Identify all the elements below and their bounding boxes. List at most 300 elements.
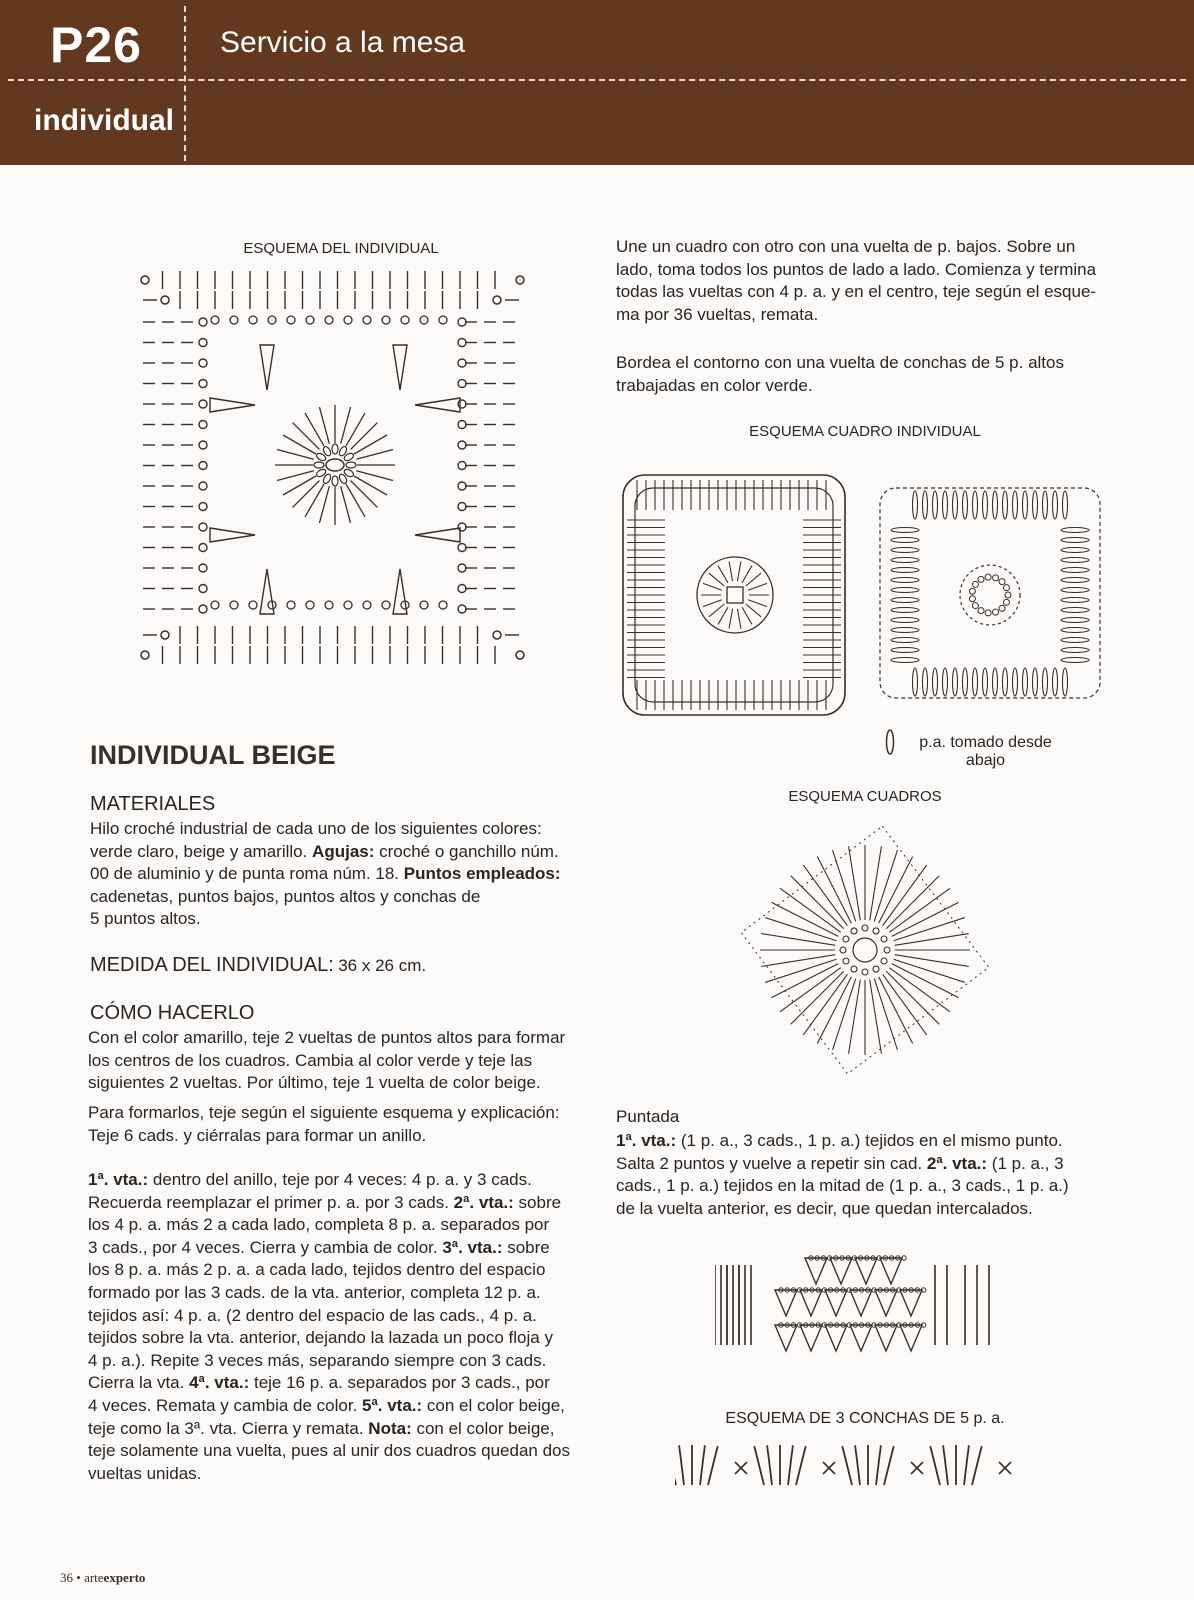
header-dashed-divider: [184, 6, 186, 161]
main-title: INDIVIDUAL BEIGE: [90, 740, 336, 770]
stitch-bar: [796, 1446, 806, 1485]
chain-circle: [344, 316, 352, 324]
shell-mark: [855, 1258, 877, 1284]
stitch-ray: [305, 413, 324, 446]
pa-stitch: [1053, 491, 1058, 519]
chain-circle: [287, 316, 295, 324]
materiales-line: Hilo croché industrial de cada uno de los siguientes colores:: [90, 819, 542, 838]
chain-circle: [141, 651, 149, 659]
stitch-ray: [293, 423, 320, 450]
triangle-mark: [210, 398, 255, 412]
chain-circle: [881, 936, 887, 942]
como-paragraph-1: [88, 1027, 588, 1095]
materiales-line: cadenetas, puntos bajos, puntos altos y conchas de: [90, 886, 481, 906]
caption-esquema-cuadro: ESQUEMA CUADRO INDIVIDUAL: [749, 423, 981, 440]
chain-circle: [881, 958, 887, 964]
pa-stitch: [891, 578, 919, 583]
chain-circle: [840, 947, 846, 953]
stitch-bar: [855, 1445, 860, 1485]
triangle-mark: [393, 569, 407, 614]
stitch-bar: [700, 1445, 705, 1485]
como-paragraph-2: [88, 1102, 588, 1147]
text-line: teje como la 3ª. vta. Cierra y remata. Nota: con el color beige,: [88, 1418, 555, 1438]
page-number: 36: [60, 1570, 73, 1585]
stitch-ray: [746, 604, 761, 617]
center-square: [727, 587, 743, 603]
chain-circle: [363, 316, 371, 324]
text-line: 4 p. a.). Repite 3 veces más, separando siempre con 3 cads.: [88, 1350, 547, 1370]
text-line: de la vuelta anterior, es decir, que quedan intercalados.: [616, 1198, 1033, 1218]
pa-stitch: [891, 568, 919, 573]
stitch-ray: [356, 449, 393, 459]
stitch-bar: [876, 1445, 881, 1485]
triangle-mark: [415, 528, 460, 542]
pa-stitch: [923, 491, 928, 519]
shell-mark: [775, 1325, 797, 1351]
chain-circle: [199, 544, 207, 552]
section-title: Servicio a la mesa: [220, 26, 466, 59]
pa-stitch: [983, 668, 988, 696]
pa-stitch: [1061, 628, 1089, 633]
text-line: vueltas unidas.: [88, 1463, 202, 1483]
chain-circle: [458, 380, 466, 388]
pa-stitch: [1023, 668, 1028, 696]
chain-circle: [199, 441, 207, 449]
petal: [332, 444, 338, 454]
chain-circle: [851, 928, 857, 934]
chain-circle: [999, 579, 1005, 585]
pa-stitch: [1061, 608, 1089, 613]
stitch-ray: [892, 902, 959, 936]
triangle-mark: [393, 345, 407, 390]
stitch-bar: [788, 1445, 793, 1485]
stitch-bar: [842, 1446, 852, 1485]
stitch-ray: [277, 449, 314, 459]
stitch-ray: [870, 980, 882, 1054]
chain-circle: [1003, 585, 1009, 591]
text-line: tejidos así: 4 p. a. (2 dentro del espacio de las cads., 4 p. a.: [88, 1305, 537, 1325]
pa-stitch: [1061, 588, 1089, 593]
stitch-bar: [972, 1446, 982, 1485]
pa-stitch: [923, 668, 928, 696]
pa-stitch: [891, 648, 919, 653]
text-line: todas las vueltas con 4 p. a. y en el centro, teje según el esque-: [616, 282, 1097, 302]
stitch-bar: [675, 1446, 676, 1485]
pa-stitch: [1023, 491, 1028, 519]
chain-circle: [458, 441, 466, 449]
chain-circle: [161, 631, 169, 639]
individual-chart-diagram: [135, 270, 545, 680]
chain-circle: [978, 576, 984, 582]
stitch-ray: [895, 955, 969, 967]
pa-stitch: [993, 668, 998, 696]
square-chart-right: [875, 470, 1120, 720]
stitch-ray: [351, 423, 378, 450]
text-line: 1ª. vta.: (1 p. a., 3 cads., 1 p. a.) tejidos en el mismo punto.: [616, 1131, 1063, 1150]
shell-mark: [875, 1325, 897, 1351]
pa-stitch: [1061, 648, 1089, 653]
stitch-ray: [849, 980, 861, 1054]
stitch-ray: [761, 934, 835, 946]
text-line: 1ª. vta.: dentro del anillo, teje por 4 veces: 4 p. a. y 3 cads.: [88, 1170, 532, 1189]
chain-circle: [230, 316, 238, 324]
chain-circle: [439, 316, 447, 324]
chain-circle: [969, 596, 975, 602]
square-chart-left: [615, 470, 855, 730]
chain-circle: [493, 296, 501, 304]
chain-circle: [843, 936, 849, 942]
stitch-bar: [708, 1446, 718, 1485]
shell-mark: [800, 1325, 822, 1351]
caption-esquema-cuadros: ESQUEMA CUADROS: [788, 788, 942, 805]
pa-stitch: [1063, 668, 1068, 696]
pa-stitch: [953, 491, 958, 519]
pa-stitch: [963, 668, 968, 696]
chain-circle: [141, 276, 149, 284]
chain-circle: [199, 421, 207, 429]
header-band: [0, 0, 1194, 165]
chain-circle: [249, 316, 257, 324]
stitch-ray: [283, 435, 316, 454]
chain-circle: [382, 316, 390, 324]
chain-circle: [458, 421, 466, 429]
chain-circle: [493, 631, 501, 639]
stitch-ray: [817, 977, 851, 1044]
stitch-bar: [767, 1445, 772, 1485]
stitch-ray: [849, 846, 861, 920]
caption-esquema-conchas: ESQUEMA DE 3 CONCHAS DE 5 p. a.: [725, 1410, 1005, 1427]
pa-stitch: [1013, 491, 1018, 519]
brand-experto: experto: [103, 1570, 146, 1585]
page-code: P26: [50, 17, 142, 73]
pa-stitch: [983, 491, 988, 519]
pa-stitch: [953, 668, 958, 696]
text-line: los 4 p. a. más 2 a cada lado, completa 8 p. a. separados por: [88, 1215, 550, 1235]
chain-circle: [325, 316, 333, 324]
triangle-mark: [260, 345, 274, 390]
stitch-ray: [870, 846, 882, 920]
pa-stitch: [1013, 668, 1018, 696]
pa-stitch: [891, 618, 919, 623]
stitch-ray: [341, 407, 351, 444]
chain-circle: [211, 601, 219, 609]
stitch-ray: [305, 484, 324, 517]
text-line: 3 cads., por 4 veces. Cierra y cambia de color. 3ª. vta.: sobre: [88, 1237, 550, 1257]
pa-stitch: [1061, 658, 1089, 663]
stitch-bar: [930, 1446, 940, 1485]
pa-stitch: [1061, 638, 1089, 643]
chain-circle: [985, 574, 991, 580]
pa-stitch: [891, 608, 919, 613]
chain-circle: [1005, 592, 1011, 598]
center-ring: [853, 938, 877, 962]
medida-line: [90, 954, 426, 977]
chain-circle: [420, 316, 428, 324]
stitch-bar: [884, 1446, 894, 1485]
stitch-ray: [892, 964, 959, 998]
stitch-ray: [771, 964, 838, 998]
shell-mark: [830, 1258, 852, 1284]
chain-circle: [325, 601, 333, 609]
materiales-heading: MATERIALES: [90, 793, 216, 815]
stitch-ray: [729, 562, 732, 582]
chain-circle: [458, 400, 466, 408]
stitch-ray: [895, 934, 969, 946]
como-heading: CÓMO HACERLO: [90, 1002, 255, 1024]
stitch-bar: [964, 1445, 969, 1485]
triangle-mark: [210, 528, 255, 542]
stitch-ray: [703, 583, 722, 590]
pa-stitch: [1061, 598, 1089, 603]
petal: [332, 476, 338, 486]
chain-circle: [199, 585, 207, 593]
chain-circle: [199, 564, 207, 572]
pa-stitch: [1061, 528, 1089, 533]
text-line: Recuerda reemplazar el primer p. a. por 3 cads. 2ª. vta.: sobre: [88, 1192, 562, 1212]
chain-circle: [516, 651, 524, 659]
shell-mark: [875, 1290, 897, 1316]
stitch-ray: [748, 600, 767, 607]
pa-stitch: [1063, 491, 1068, 519]
text-line: trabajadas en color verde.: [616, 375, 813, 395]
chain-circle: [851, 966, 857, 972]
chain-circle: [458, 564, 466, 572]
stitch-ray: [277, 471, 314, 481]
chain-circle: [199, 462, 207, 470]
pa-stitch: [913, 491, 918, 519]
chain-circle: [199, 503, 207, 511]
chain-circle: [843, 958, 849, 964]
chain-circle: [230, 601, 238, 609]
chain-circle: [199, 380, 207, 388]
chain-circle: [458, 585, 466, 593]
pa-stitch: [891, 658, 919, 663]
pa-stitch: [1053, 668, 1058, 696]
pa-stitch: [891, 528, 919, 533]
medida-value: 36 x 26 cm.: [338, 956, 427, 975]
stitch-ray: [354, 435, 387, 454]
puntada-paragraph: [616, 1130, 1136, 1220]
chain-circle: [972, 581, 978, 587]
pa-stitch: [993, 491, 998, 519]
caption-esquema-individual: ESQUEMA DEL INDIVIDUAL: [243, 240, 439, 257]
chain-circle: [199, 400, 207, 408]
stitch-ray: [709, 604, 724, 617]
stitch-ray: [351, 481, 378, 508]
text-line: 4 veces. Remata y cambia de color. 5ª. vta.: con el color beige,: [88, 1395, 565, 1415]
ring: [326, 459, 344, 471]
chain-circle: [458, 318, 466, 326]
chain-circle: [439, 601, 447, 609]
chain-circle: [420, 601, 428, 609]
text-line: los 8 p. a. más 2 p. a. a cada lado, tejidos dentro del espacio: [88, 1260, 546, 1280]
shell-mark: [850, 1325, 872, 1351]
pa-stitch: [943, 668, 948, 696]
chain-circle: [306, 316, 314, 324]
chain-circle: [862, 969, 868, 975]
shell-mark: [805, 1258, 827, 1284]
como-paragraph-3: [88, 1169, 598, 1485]
pa-stitch: [963, 491, 968, 519]
pa-stitch: [1061, 568, 1089, 573]
stitch-ray: [737, 609, 740, 629]
pa-stitch: [891, 558, 919, 563]
chain-circle: [199, 523, 207, 531]
chain-circle: [211, 316, 219, 324]
pa-stitch: [913, 668, 918, 696]
text-line: Salta 2 puntos y vuelve a repetir sin cad. 2ª. vta.: (1 p. a., 3: [616, 1153, 1064, 1173]
chain-circle: [969, 588, 975, 594]
chain-circle: [993, 609, 999, 615]
cuadros-chart-diagram: [735, 815, 995, 1085]
chain-circle: [458, 462, 466, 470]
pa-stitch: [1003, 668, 1008, 696]
text-line: teje solamente una vuelta, pues al unir dos cuadros quedan dos: [88, 1441, 570, 1461]
chain-circle: [458, 359, 466, 367]
stitch-ray: [709, 573, 724, 586]
border-paragraph: [616, 352, 1136, 397]
stitch-ray: [742, 607, 752, 624]
chain-circle: [287, 601, 295, 609]
chain-circle: [199, 482, 207, 490]
materiales-line: 00 de aluminio y de punta roma núm. 18. Puntos empleados:: [90, 864, 561, 884]
section-subtitle: individual: [34, 104, 175, 137]
text-line: Con el color amarillo, teje 2 vueltas de puntos altos para formar: [88, 1028, 566, 1047]
stitch-bar: [943, 1445, 948, 1485]
materiales-line: 5 puntos altos.: [90, 909, 201, 929]
chain-circle: [268, 316, 276, 324]
text-line: Bordea el contorno con una vuelta de conchas de 5 p. altos: [616, 353, 1064, 372]
stitch-ray: [771, 902, 838, 936]
medida-heading: MEDIDA DEL INDIVIDUAL:: [90, 954, 334, 976]
pa-stitch: [1061, 578, 1089, 583]
pa-symbol-icon: [882, 727, 898, 757]
stitch-ray: [319, 486, 329, 523]
chain-circle: [999, 605, 1005, 611]
stitch-ray: [879, 977, 913, 1044]
pa-stitch: [1033, 668, 1038, 696]
materiales-text: [90, 818, 590, 931]
stitch-ray: [761, 955, 835, 967]
union-paragraph: [616, 236, 1136, 326]
text-line: tejidos sobre la vta. anterior, dejando la lazada un poco floja y: [88, 1328, 553, 1348]
stitch-ray: [879, 856, 913, 923]
stitch-ray: [729, 609, 732, 629]
chain-circle: [161, 296, 169, 304]
text-line: Cierra la vta. 4ª. vta.: teje 16 p. a. separados por 3 cads., por: [88, 1373, 550, 1393]
stitch-ray: [356, 471, 393, 481]
chain-circle: [458, 523, 466, 531]
brand-arte: arte: [84, 1570, 104, 1585]
chain-circle: [993, 575, 999, 581]
triangle-mark: [260, 569, 274, 614]
shell-mark: [900, 1325, 922, 1351]
pa-stitch: [1061, 618, 1089, 623]
petal: [314, 462, 324, 468]
text-line: siguientes 2 vueltas. Por último, teje 1 vuelta de color beige.: [88, 1073, 541, 1093]
chain-circle: [199, 605, 207, 613]
shell-mark: [775, 1290, 797, 1316]
chain-circle: [972, 603, 978, 609]
caption-pa-tomado: p.a. tomado desde abajo: [919, 734, 1052, 769]
chain-circle: [873, 928, 879, 934]
shell-mark: [850, 1290, 872, 1316]
stitch-ray: [319, 407, 329, 444]
pa-stitch: [973, 491, 978, 519]
chain-circle: [516, 276, 524, 284]
pa-stitch: [933, 668, 938, 696]
shell-mark: [900, 1290, 922, 1316]
stitch-ray: [742, 566, 752, 583]
stitch-ray: [748, 583, 767, 590]
stitch-ray: [703, 600, 722, 607]
pa-stitch: [1061, 548, 1089, 553]
pa-stitch: [891, 598, 919, 603]
pa-stitch: [1043, 668, 1048, 696]
pa-stitch: [891, 538, 919, 543]
stitch-ray: [718, 607, 728, 624]
chain-circle: [382, 601, 390, 609]
shell-mark: [800, 1290, 822, 1316]
chain-circle: [862, 925, 868, 931]
stitch-ray: [341, 486, 351, 523]
pa-stitch: [1061, 558, 1089, 563]
pa-stitch: [1043, 491, 1048, 519]
stitch-ray: [283, 476, 316, 495]
pa-stitch: [891, 628, 919, 633]
chain-circle: [978, 608, 984, 614]
shell-mark: [825, 1290, 847, 1316]
stitch-ray: [346, 413, 365, 446]
pa-stitch: [891, 588, 919, 593]
bullet-icon: •: [76, 1570, 81, 1585]
stitch-ray: [346, 484, 365, 517]
stitch-ray: [817, 856, 851, 923]
footer: [60, 1570, 145, 1586]
shells-chart-diagram: [715, 1250, 1005, 1360]
chain-circle: [199, 339, 207, 347]
chain-circle: [458, 482, 466, 490]
stitch-ray: [293, 481, 320, 508]
materiales-line: verde claro, beige y amarillo. Agujas: croché o ganchillo núm.: [90, 841, 559, 861]
text-line: Teje 6 cads. y ciérralas para formar un anillo.: [88, 1125, 427, 1145]
pa-stitch: [973, 668, 978, 696]
conchas-row-diagram: [675, 1440, 1035, 1490]
stitch-ray: [354, 476, 387, 495]
chain-circle: [363, 601, 371, 609]
chain-circle: [344, 601, 352, 609]
text-line: los centros de los cuadros. Cambia al color verde y teje las: [88, 1050, 533, 1070]
pa-stitch: [1061, 538, 1089, 543]
pa-stitch: [891, 638, 919, 643]
puntada-heading: Puntada: [616, 1107, 680, 1126]
pa-stitch: [891, 548, 919, 553]
chain-circle: [458, 605, 466, 613]
stitch-ray: [737, 562, 740, 582]
chain-circle: [884, 947, 890, 953]
chain-circle: [1003, 599, 1009, 605]
stitch-ray: [718, 566, 728, 583]
text-line: Une un cuadro con otro con una vuelta de p. bajos. Sobre un: [616, 237, 1076, 256]
stitch-bar: [754, 1446, 764, 1485]
stitch-ray: [746, 573, 761, 586]
triangle-mark: [415, 398, 460, 412]
chain-circle: [306, 601, 314, 609]
shell-mark: [880, 1258, 902, 1284]
chain-circle: [458, 339, 466, 347]
pa-stitch: [1003, 491, 1008, 519]
chain-circle: [985, 610, 991, 616]
